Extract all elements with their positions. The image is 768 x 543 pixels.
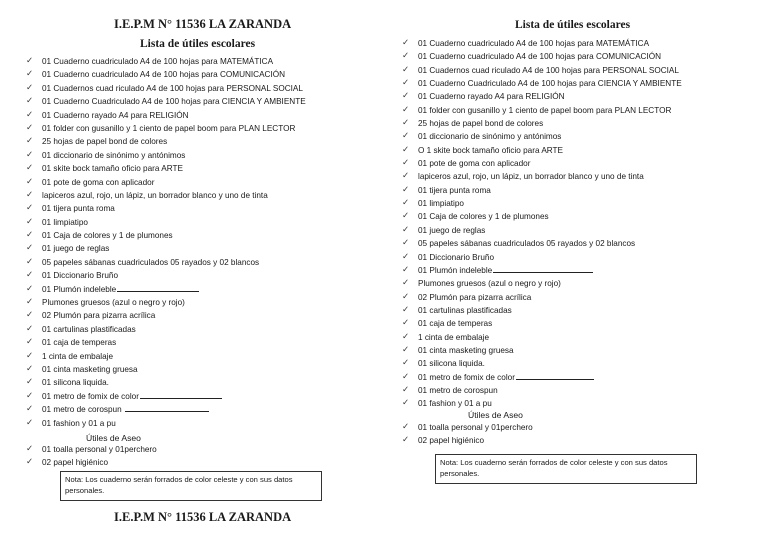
list-item-text: 01 cartulinas plastificadas <box>418 305 512 315</box>
check-icon: ✓ <box>26 82 34 93</box>
check-icon: ✓ <box>26 136 34 147</box>
list-item-text: lapiceros azul, rojo, un lápiz, un borrador blanco y uno de tinta <box>42 190 268 200</box>
list-item <box>22 55 306 68</box>
list-item-text: 01 silicona liquida. <box>42 378 109 388</box>
list-item <box>22 149 306 162</box>
check-icon: ✓ <box>26 256 34 267</box>
list-item <box>22 283 306 296</box>
list-item <box>22 95 306 108</box>
list-item-text: 01 toalla personal y 01perchero <box>42 445 157 454</box>
list-item-text: 01 Cuadernos cuad riculado A4 de 100 hojas para PERSONAL SOCIAL <box>418 65 679 75</box>
check-icon: ✓ <box>402 64 410 75</box>
check-icon: ✓ <box>402 422 410 432</box>
list-item <box>22 189 306 202</box>
list-item-text: 05 papeles sábanas cuadriculados 05 rayados y 02 blancos <box>42 257 260 267</box>
check-icon: ✓ <box>26 69 34 80</box>
check-icon: ✓ <box>26 56 34 66</box>
list-item-text: 01 toalla personal y 01perchero <box>418 423 533 432</box>
list-item <box>398 50 682 63</box>
check-icon: ✓ <box>402 398 410 409</box>
supply-list <box>22 55 306 430</box>
list-item-text: 01 caja de temperas <box>42 338 117 348</box>
check-icon: ✓ <box>26 404 34 415</box>
check-icon: ✓ <box>402 211 410 222</box>
list-item <box>398 77 682 90</box>
list-item <box>22 82 306 95</box>
list-item-text: 01 Cuaderno cuadriculado A4 de 100 hojas para COMUNICACIÓN <box>42 70 286 80</box>
list-item-text: 01 Plumón indeleble <box>418 265 493 275</box>
list-item-text: 02 Plumón para pizarra acrílica <box>42 311 156 321</box>
list-item-text: 01 folder con gusanillo y 1 ciento de papel boom para PLAN LECTOR <box>418 105 672 115</box>
list-item <box>22 269 306 282</box>
list-item <box>398 237 682 250</box>
list-item-text: lapiceros azul, rojo, un lápiz, un borrador blanco y uno de tinta <box>418 172 644 182</box>
list-item-text: 01 Caja de colores y 1 de plumones <box>418 212 549 222</box>
check-icon: ✓ <box>402 371 410 382</box>
check-icon: ✓ <box>26 230 34 241</box>
check-icon: ✓ <box>26 390 34 401</box>
list-item <box>398 344 682 357</box>
list-item <box>398 357 682 370</box>
list-item-text: 25 hojas de papel bond de colores <box>418 119 544 129</box>
list-item <box>22 363 306 376</box>
list-item-text: 01 silicona liquida. <box>418 359 485 369</box>
check-icon: ✓ <box>26 337 34 348</box>
list-item-text: 01 Cuaderno rayado A4 para RELIGIÓN <box>418 92 565 102</box>
list-item <box>398 90 682 103</box>
list-item-text: O 1 skite bock tamaño oficio para ARTE <box>418 145 564 155</box>
list-item-text: 01 tijera punta roma <box>418 185 491 195</box>
list-item <box>22 176 306 189</box>
fill-in-line <box>516 371 594 380</box>
list-item <box>22 109 306 122</box>
list-item-text: 01 tijera punta roma <box>42 204 115 214</box>
check-icon: ✓ <box>26 417 34 428</box>
check-icon: ✓ <box>402 144 410 155</box>
list-item-text: 01 Diccionario Bruño <box>42 271 119 281</box>
list-item <box>398 304 682 317</box>
list-item-text: 01 fashion y 01 a pu <box>418 399 492 409</box>
list-item <box>22 202 306 215</box>
list-title: Lista de útiles escolares <box>140 38 256 50</box>
list-item <box>22 242 306 255</box>
list-item-text: 01 Cuaderno cuadriculado A4 de 100 hojas para MATEMÁTICA <box>418 39 650 48</box>
check-icon: ✓ <box>26 270 34 281</box>
list-item-text: 02 papel higiénico <box>42 458 109 468</box>
list-item-text: 1 cinta de embalaje <box>42 351 114 361</box>
list-item <box>398 104 682 117</box>
list-item <box>398 130 682 143</box>
aseo-title: Útiles de Aseo <box>468 410 523 420</box>
check-icon: ✓ <box>402 291 410 302</box>
list-item-text: 02 papel higiénico <box>418 436 485 446</box>
check-icon: ✓ <box>402 224 410 235</box>
list-item <box>398 210 682 223</box>
fill-in-line <box>493 264 593 273</box>
check-icon: ✓ <box>26 189 34 200</box>
check-icon: ✓ <box>402 264 410 275</box>
list-item-text: 01 cartulinas plastificadas <box>42 324 136 334</box>
list-item <box>398 184 682 197</box>
list-item <box>398 264 682 277</box>
check-icon: ✓ <box>402 78 410 89</box>
list-item <box>398 434 533 447</box>
list-item-text: 01 pote de goma con aplicador <box>418 159 531 169</box>
check-icon: ✓ <box>402 131 410 142</box>
check-icon: ✓ <box>26 377 34 388</box>
check-icon: ✓ <box>402 38 410 48</box>
fill-in-line <box>117 283 199 292</box>
list-item <box>398 384 682 397</box>
list-item <box>398 291 682 304</box>
check-icon: ✓ <box>26 350 34 361</box>
list-item <box>398 317 682 330</box>
list-item-text: 25 hojas de papel bond de colores <box>42 137 168 147</box>
list-item <box>22 256 306 269</box>
list-item-text: 01 Cuaderno cuadriculado A4 de 100 hojas para MATEMÁTICA <box>42 57 274 66</box>
check-icon: ✓ <box>402 238 410 249</box>
list-item-text: 01 diccionario de sinónimo y antónimos <box>418 132 562 142</box>
check-icon: ✓ <box>26 149 34 160</box>
list-item <box>398 251 682 264</box>
check-icon: ✓ <box>402 358 410 369</box>
list-item-text: 02 Plumón para pizarra acrílica <box>418 292 532 302</box>
list-item-text: 01 Cuaderno cuadriculado A4 de 100 hojas para COMUNICACIÓN <box>418 52 662 62</box>
list-item-text: Plumones gruesos (azul o negro y rojo) <box>42 298 185 308</box>
list-item <box>398 170 682 183</box>
check-icon: ✓ <box>26 176 34 187</box>
list-item-text: 01 metro de corospun <box>42 405 124 415</box>
list-item <box>398 144 682 157</box>
check-icon: ✓ <box>402 435 410 446</box>
list-item-text: 01 Cuadernos cuad riculado A4 de 100 hojas para PERSONAL SOCIAL <box>42 83 303 93</box>
list-item <box>22 336 306 349</box>
list-item-text: 01 pote de goma con aplicador <box>42 177 155 187</box>
list-item <box>22 403 306 416</box>
list-item-text: 01 skite bock tamaño oficio para ARTE <box>42 164 183 174</box>
list-item-text: 01 limpiatipo <box>42 217 88 227</box>
check-icon: ✓ <box>402 91 410 102</box>
list-item-text: 01 metro de fomix de color <box>418 372 515 382</box>
check-icon: ✓ <box>402 251 410 262</box>
list-item <box>398 371 682 384</box>
check-icon: ✓ <box>402 158 410 169</box>
list-item-text: 01 diccionario de sinónimo y antónimos <box>42 150 186 160</box>
list-item <box>22 216 306 229</box>
check-icon: ✓ <box>26 122 34 133</box>
list-item <box>22 417 306 430</box>
check-icon: ✓ <box>26 457 34 468</box>
list-item <box>398 224 682 237</box>
check-icon: ✓ <box>402 51 410 62</box>
list-item-text: 01 Cuaderno rayado A4 para RELIGIÓN <box>42 110 189 120</box>
note-box: Nota: Los cuaderno serán forrados de color celeste y con sus datos personales. <box>435 454 697 484</box>
footer-school-title: I.E.P.M N° 11536 LA ZARANDA <box>114 510 292 524</box>
check-icon: ✓ <box>402 171 410 182</box>
list-item <box>22 309 306 322</box>
list-item <box>398 64 682 77</box>
aseo-list <box>398 421 533 448</box>
list-item-text: 01 limpiatipo <box>418 199 464 209</box>
note-box: Nota: Los cuaderno serán forrados de color celeste y con sus datos personales. <box>60 471 322 501</box>
list-item-text: 01 Cuaderno Cuadriculado A4 de 100 hojas para CIENCIA Y AMBIENTE <box>418 79 682 89</box>
list-title: Lista de útiles escolares <box>515 19 631 31</box>
check-icon: ✓ <box>402 198 410 209</box>
check-icon: ✓ <box>26 216 34 227</box>
list-item-text: 01 folder con gusanillo y 1 ciento de papel boom para PLAN LECTOR <box>42 123 296 133</box>
check-icon: ✓ <box>26 363 34 374</box>
check-icon: ✓ <box>402 278 410 289</box>
list-item <box>22 162 306 175</box>
list-item <box>22 323 306 336</box>
list-item <box>22 229 306 242</box>
list-item-text: 01 cinta masketing gruesa <box>418 345 514 355</box>
list-item-text: 01 juego de reglas <box>42 244 110 254</box>
check-icon: ✓ <box>402 118 410 129</box>
list-item-text: 01 Plumón indeleble <box>42 284 117 294</box>
check-icon: ✓ <box>402 104 410 115</box>
check-icon: ✓ <box>402 384 410 395</box>
list-item <box>22 376 306 389</box>
list-item <box>398 277 682 290</box>
check-icon: ✓ <box>26 444 34 454</box>
list-item <box>22 296 306 309</box>
check-icon: ✓ <box>402 304 410 315</box>
check-icon: ✓ <box>26 109 34 120</box>
list-item <box>22 68 306 81</box>
check-icon: ✓ <box>26 323 34 334</box>
check-icon: ✓ <box>402 344 410 355</box>
list-item <box>398 37 682 50</box>
list-item-text: 01 Caja de colores y 1 de plumones <box>42 231 173 241</box>
list-item-text: 01 metro de fomix de color <box>42 391 139 401</box>
list-item <box>398 117 682 130</box>
check-icon: ✓ <box>26 283 34 294</box>
check-icon: ✓ <box>26 203 34 214</box>
check-icon: ✓ <box>26 243 34 254</box>
list-item-text: 05 papeles sábanas cuadriculados 05 rayados y 02 blancos <box>418 239 636 249</box>
list-item <box>398 397 682 410</box>
list-item-text: 01 Diccionario Bruño <box>418 252 495 262</box>
school-title: I.E.P.M N° 11536 LA ZARANDA <box>114 17 292 31</box>
list-item-text: 01 caja de temperas <box>418 319 493 329</box>
aseo-list <box>22 443 157 470</box>
fill-in-line <box>140 390 222 399</box>
list-item-text: 01 metro de corospun <box>418 385 498 395</box>
list-item <box>22 135 306 148</box>
list-item <box>22 350 306 363</box>
list-item <box>398 421 533 434</box>
list-item <box>22 390 306 403</box>
fill-in-line <box>125 403 209 412</box>
supply-list <box>398 37 682 411</box>
list-item-text: Plumones gruesos (azul o negro y rojo) <box>418 279 561 289</box>
check-icon: ✓ <box>402 331 410 342</box>
list-item <box>398 157 682 170</box>
list-item <box>398 197 682 210</box>
aseo-title: Útiles de Aseo <box>86 433 141 443</box>
check-icon: ✓ <box>402 184 410 195</box>
check-icon: ✓ <box>26 310 34 321</box>
check-icon: ✓ <box>26 163 34 174</box>
check-icon: ✓ <box>402 318 410 329</box>
list-item <box>22 456 157 469</box>
list-item-text: 01 juego de reglas <box>418 225 486 235</box>
list-item <box>22 122 306 135</box>
check-icon: ✓ <box>26 297 34 308</box>
list-item-text: 1 cinta de embalaje <box>418 332 490 342</box>
list-item-text: 01 cinta masketing gruesa <box>42 364 138 374</box>
list-item <box>398 331 682 344</box>
check-icon: ✓ <box>26 96 34 107</box>
list-item-text: 01 fashion y 01 a pu <box>42 418 116 428</box>
list-item-text: 01 Cuaderno Cuadriculado A4 de 100 hojas para CIENCIA Y AMBIENTE <box>42 97 306 107</box>
list-item <box>22 443 157 456</box>
